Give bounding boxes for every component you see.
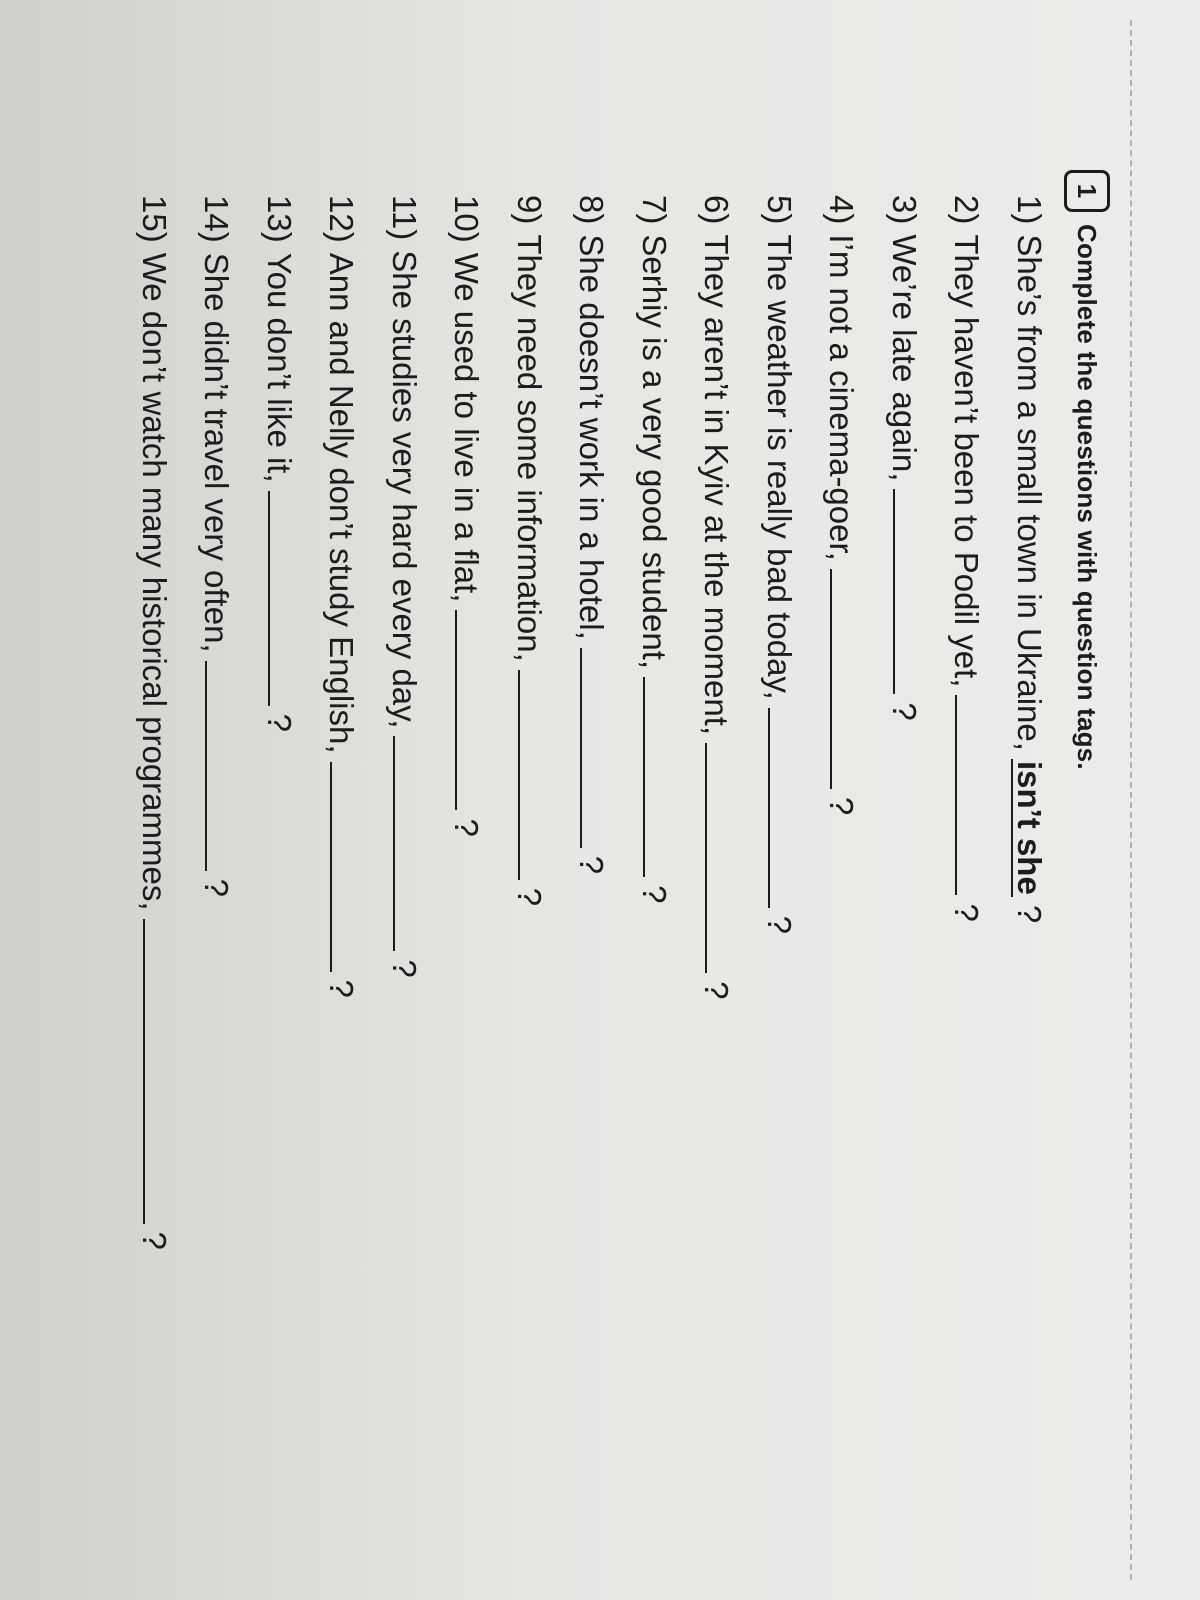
list-item [111,195,174,1525]
answer-blank[interactable] [768,708,798,908]
answer-filled[interactable]: isn’t she [1011,760,1048,895]
answer-blank[interactable] [831,569,861,789]
list-item [298,195,361,1525]
item-sentence: You don’t like it, [261,252,298,483]
item-sentence: She studies very hard every day, [386,250,423,729]
item-sentence: Ann and Nelly don’t study English, [323,252,361,754]
question-mark: ? [823,796,861,816]
answer-blank[interactable] [706,743,736,973]
question-mark: ? [323,979,361,998]
item-sentence: She’s from a small town in Ukraine, [1011,234,1048,751]
list-item [798,195,861,1525]
item-number: 15) [136,195,173,243]
item-number: 9) [511,195,548,225]
item-sentence: Serhiy is a very good student, [636,234,673,670]
question-mark: ? [886,702,923,721]
list-item [486,195,549,1525]
answer-blank[interactable] [643,677,673,877]
item-number: 4) [823,195,861,225]
item-number: 3) [886,195,923,225]
answer-blank[interactable] [268,491,298,706]
list-item [923,195,986,1525]
exercise-instruction: Complete the questions with question tags. [1072,224,1103,770]
item-number: 5) [761,195,798,225]
exercise-number-box: 1 [1064,170,1110,212]
item-number: 2) [948,195,986,225]
answer-blank[interactable] [956,695,986,895]
list-item [861,195,924,1525]
question-list [111,195,1049,1525]
item-sentence: I’m not a cinema-goer, [823,234,861,561]
question-mark: ? [636,885,673,904]
exercise-heading [1064,170,1110,770]
item-number: 8) [573,195,611,225]
answer-blank[interactable] [393,736,423,951]
item-sentence: She didn’t travel very often, [198,252,236,653]
item-number: 13) [261,195,298,243]
item-sentence: We don’t watch many historical programmes, [136,252,173,911]
item-sentence: We used to live in a flat, [448,252,486,603]
question-mark: ? [948,903,986,922]
question-mark: ? [198,878,236,897]
item-number: 12) [323,195,361,243]
item-number: 1) [1011,195,1048,225]
question-mark: ? [261,713,298,732]
answer-blank[interactable] [581,648,611,848]
list-item [986,195,1049,1525]
list-item [548,195,611,1525]
item-number: 10) [448,195,486,243]
item-sentence: They haven’t been to Podil yet, [948,234,986,688]
item-sentence: We’re late again, [886,234,923,482]
answer-blank[interactable] [893,489,923,694]
question-mark: ? [136,1231,173,1250]
item-number: 11) [386,195,423,241]
question-mark: ? [698,981,736,1000]
list-item [423,195,486,1525]
list-item [736,195,799,1525]
question-mark: ? [1011,904,1048,924]
list-item [611,195,674,1525]
list-item [361,195,424,1525]
question-mark: ? [448,818,486,837]
list-item [673,195,736,1525]
item-sentence: She doesn’t work in a hotel, [573,234,611,640]
question-mark: ? [573,855,611,875]
item-sentence: They aren’t in Kyiv at the moment, [698,234,736,736]
list-item [236,195,299,1525]
item-number: 7) [636,195,673,225]
question-mark: ? [761,915,798,935]
answer-blank[interactable] [456,610,486,810]
answer-blank[interactable] [331,762,361,972]
item-number: 14) [198,195,236,243]
item-sentence: They need some information, [511,234,548,662]
answer-blank[interactable] [518,670,548,880]
item-sentence: The weather is really bad today, [761,234,798,700]
list-item [173,195,236,1525]
answer-blank[interactable] [143,919,173,1224]
answer-blank[interactable] [206,661,236,871]
question-mark: ? [511,887,548,907]
item-number: 6) [698,195,736,225]
question-mark: ? [386,959,423,978]
